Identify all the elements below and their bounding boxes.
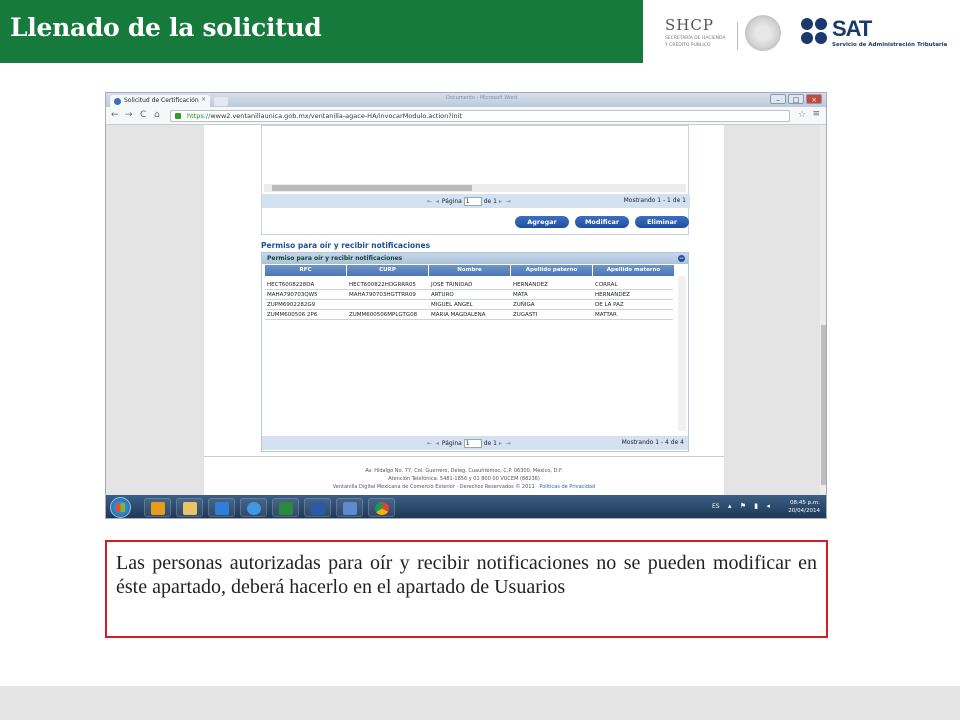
shcp-logo-text: SHCP [665, 16, 714, 34]
web-page [106, 125, 820, 495]
document-taskbar-icon[interactable] [336, 498, 363, 517]
cell-curp: MAHA790703HGTTRR09 [349, 292, 416, 298]
close-window-button[interactable]: × [806, 94, 822, 104]
footer-address: Av. Hidalgo No. 77, Col. Guerrero, Deleg. Cuauhtémoc, C.P. 06300, México, D.F. [365, 468, 563, 474]
footer-copyright [204, 483, 724, 491]
new-tab-button[interactable] [214, 97, 228, 106]
table-row[interactable] [265, 300, 673, 310]
shcp-logo [665, 16, 727, 48]
cell-paternal-surname: ZUGASTI [513, 312, 538, 318]
footer-copyright-text: Ventanilla Digital Mexicana de Comercio Exterior · Derechos Reservados © 2011 · [332, 484, 538, 490]
pager-page-label: Página [441, 440, 462, 447]
cell-maternal-surname: CORRAL [595, 282, 618, 288]
table-row[interactable] [265, 310, 673, 320]
grid-caption-text: Permiso para oír y recibir notificaciones [267, 255, 403, 262]
cell-paternal-surname: HERNANDEZ [513, 282, 548, 288]
bookmark-star-icon[interactable]: ☆ [797, 110, 806, 120]
cell-name: ARTURO [431, 292, 454, 298]
page-content [204, 125, 724, 495]
column-header-rfc[interactable]: RFC [265, 265, 347, 276]
national-shield-icon [745, 15, 781, 51]
system-tray-icons[interactable]: ▴ ⚑ ▮ ◂ [728, 502, 773, 510]
url-protocol: https:// [187, 112, 211, 120]
clock-time: 08:45 p.m. [790, 500, 820, 506]
start-button-icon[interactable] [110, 497, 131, 518]
window-title: Documento - Microsoft Word [446, 95, 518, 101]
table-row[interactable] [265, 290, 673, 300]
pager-page-label: Página [441, 198, 462, 205]
pager-first-prev-icon[interactable]: ⇤ ◂ [427, 440, 440, 447]
file-explorer-taskbar-icon[interactable] [176, 498, 203, 517]
column-header-curp[interactable]: CURP [347, 265, 429, 276]
government-logos [655, 12, 955, 56]
minimize-button[interactable]: – [770, 94, 786, 104]
notifications-grid [261, 252, 689, 452]
sat-logo-text: SAT [832, 16, 872, 41]
pager-page-input[interactable]: 1 [464, 197, 482, 206]
cell-paternal-surname: MATA [513, 292, 528, 298]
grid-caption [262, 253, 688, 264]
pager-next-last-icon[interactable]: ▸ ⇥ [498, 440, 512, 447]
page-footer [204, 456, 724, 495]
back-arrow-icon[interactable]: ← [111, 110, 119, 120]
shcp-logo-subtitle-2: Y CRÉDITO PÚBLICO [665, 43, 711, 48]
pager-of-label: de 1 [483, 440, 497, 447]
cell-curp: HECT600822HDGRRR05 [349, 282, 416, 288]
column-header-paternal-surname[interactable]: Apellido paterno [511, 265, 593, 276]
maximize-button[interactable]: □ [788, 94, 804, 104]
pager-first-prev-icon[interactable]: ⇤ ◂ [427, 198, 440, 205]
clock-date: 20/04/2014 [788, 508, 820, 514]
grid-vertical-scrollbar[interactable] [678, 276, 686, 431]
cell-maternal-surname: DE LA PAZ [595, 302, 624, 308]
lock-icon [175, 113, 181, 119]
page-vertical-scrollbar[interactable] [820, 125, 827, 495]
browser-menu-icon[interactable]: ≡ [812, 109, 820, 119]
footer-phone: Atención Telefónica: 5481-1856 y 01 800 00 VUCEM (88236) [388, 476, 540, 482]
keyboard-language[interactable]: ES [712, 503, 720, 510]
cell-name: MIGUEL ANGEL [431, 302, 473, 308]
privacy-policy-link[interactable]: Políticas de Privacidad [539, 484, 596, 490]
cell-rfc: MAHA790703QW5 [267, 292, 318, 298]
grid-header [265, 265, 689, 276]
previous-grid-panel [261, 125, 689, 235]
browser-screenshot [105, 92, 827, 519]
explanation-text: Las personas autorizadas para oír y recibir notificaciones no se pueden modificar en éste apartado, deberá hacerlo en el apartado de Usuarios [116, 552, 817, 598]
pager-status: Mostrando 1 - 1 de 1 [623, 197, 686, 204]
reload-icon[interactable]: C [140, 110, 147, 120]
add-button[interactable]: Agregar [515, 216, 569, 228]
column-header-maternal-surname[interactable]: Apellido materno [593, 265, 675, 276]
browser-tab[interactable] [110, 95, 210, 107]
cell-name: MARIA MAGDALENA [431, 312, 486, 318]
pager-next-last-icon[interactable]: ▸ ⇥ [498, 198, 512, 205]
excel-taskbar-icon[interactable] [272, 498, 299, 517]
shcp-logo-subtitle-1: SECRETARÍA DE HACIENDA [665, 36, 726, 41]
cell-name: JOSE TRINIDAD [431, 282, 473, 288]
pager-page-input[interactable]: 1 [464, 439, 482, 448]
title-banner [0, 0, 643, 63]
scrollbar-thumb[interactable] [821, 325, 827, 485]
sat-logo-subtitle: Servicio de Administración Tributaria [832, 42, 948, 48]
cell-maternal-surname: MATTAR [595, 312, 617, 318]
address-bar [106, 107, 827, 125]
delete-button[interactable]: Eliminar [635, 216, 689, 228]
clock[interactable] [788, 499, 820, 515]
table-row[interactable] [265, 280, 673, 290]
cell-curp: ZUMM600506MPLGTG08 [349, 312, 418, 318]
modify-button[interactable]: Modificar [575, 216, 629, 228]
slide-title: Llenado de la solicitud [10, 13, 322, 42]
column-header-name[interactable]: Nombre [429, 265, 511, 276]
pager-status: Mostrando 1 - 4 de 4 [621, 439, 684, 446]
cell-maternal-surname: HERNANDEZ [595, 292, 630, 298]
browser-tab-bar [106, 93, 827, 107]
cell-rfc: ZUPM6902282G9 [267, 302, 316, 308]
grid-body [265, 280, 673, 320]
notifications-grid-pager [262, 436, 688, 450]
pager-controls [427, 439, 512, 448]
scrollbar-thumb[interactable] [272, 185, 472, 191]
cell-curp [347, 300, 429, 309]
collapse-icon[interactable]: − [678, 255, 685, 262]
bottom-band [0, 686, 960, 720]
explanation-box [105, 540, 828, 638]
cell-rfc: ZUMM600506 2P6 [267, 312, 318, 318]
forward-arrow-icon[interactable]: → [125, 110, 133, 120]
internet-explorer-taskbar-icon[interactable] [240, 498, 267, 517]
site-favicon-icon [114, 98, 121, 105]
url-path: www2.ventanillaunica.gob.mx/ventanilla-agace-HA/invocarModulo.action?init [210, 112, 462, 120]
outlook-taskbar-icon[interactable] [144, 498, 171, 517]
cell-paternal-surname: ZUÑIGA [513, 302, 535, 308]
browser-tab-label: Solicitud de Certificación [124, 97, 199, 104]
sat-dots-icon [801, 18, 829, 46]
snipping-tool-taskbar-icon[interactable] [208, 498, 235, 517]
chrome-taskbar-icon[interactable] [368, 498, 395, 517]
horizontal-scrollbar[interactable] [264, 184, 686, 192]
logo-divider [737, 22, 738, 50]
home-icon[interactable]: ⌂ [154, 110, 160, 120]
windows-taskbar [106, 495, 827, 519]
cell-rfc: HECT6008228DA [267, 282, 315, 288]
section-title: Permiso para oír y recibir notificaciones [261, 241, 431, 250]
word-taskbar-icon[interactable] [304, 498, 331, 517]
pager-controls [427, 197, 512, 206]
tab-close-icon[interactable]: × [200, 96, 206, 103]
top-grid-pager [262, 194, 690, 208]
pager-of-label: de 1 [483, 198, 497, 205]
url-input[interactable] [170, 110, 790, 122]
